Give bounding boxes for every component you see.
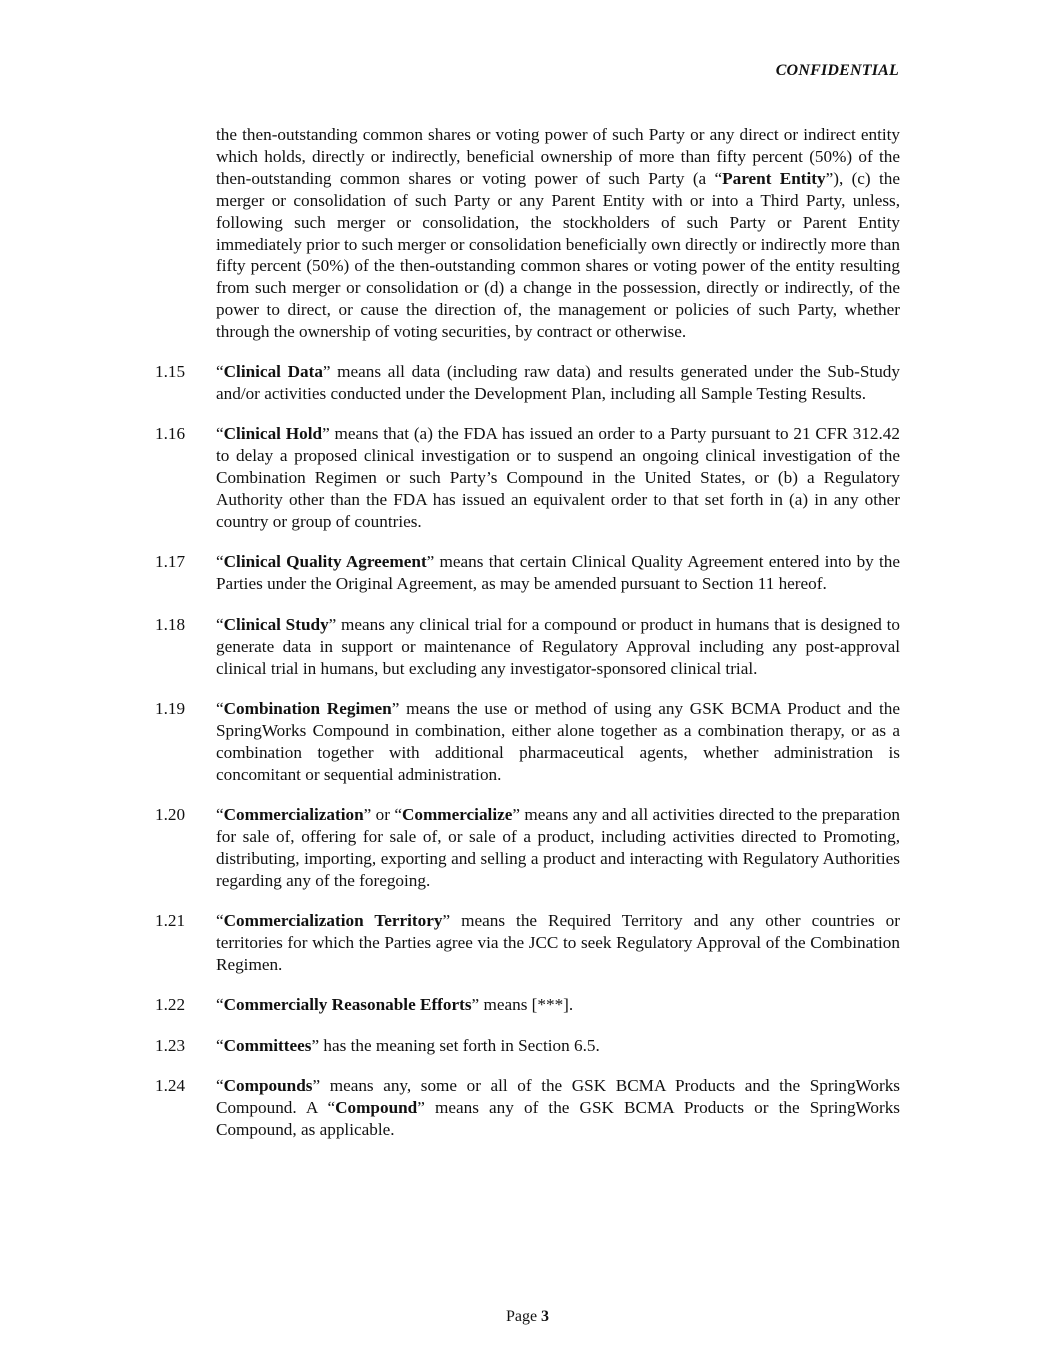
open-quote: “ — [216, 552, 224, 572]
section-number: 1.16 — [155, 424, 186, 444]
definition-1-16 — [155, 423, 900, 533]
intro-paragraph — [216, 124, 900, 343]
open-quote: “ — [216, 424, 224, 444]
section-number: 1.24 — [155, 1076, 186, 1096]
defined-term: Combination Regimen — [223, 698, 392, 718]
definition-text: ” means the Required Territory and any other countries or territories for which the Parties agree via the JCC to seek Regulatory Approval of the Combination Regimen. — [216, 911, 900, 974]
open-quote: “ — [216, 995, 224, 1015]
definition-text: ” means any and all activities directed to the preparation for sale of, offering for sale of, or sale of a product, including activities directed to Promoting, distributing, importing, exporting and selling a product and interacting with Regulatory Authorities regarding any of the foregoing. — [216, 805, 901, 890]
open-quote: “ — [216, 698, 224, 718]
defined-term: Commercialization — [223, 805, 364, 825]
defined-term: Clinical Quality Agreement — [223, 552, 427, 572]
open-quote: “ — [216, 1035, 224, 1055]
section-number: 1.20 — [155, 805, 186, 825]
definition-text: ” means that (a) the FDA has issued an order to a Party pursuant to 21 CFR 312.42 to delay a proposed clinical investigation or to suspend an ongoing clinical investigation of the Combination Regimen or such Party’s Compound in the United States, or (b) a Regulatory Authority other than the FDA has issued an equivalent order to that set forth in (a) in any other country or group of countries. — [216, 424, 900, 531]
open-quote: “ — [216, 362, 224, 382]
section-number: 1.17 — [155, 552, 186, 572]
section-number: 1.19 — [155, 698, 186, 718]
section-number: 1.18 — [155, 614, 186, 634]
definition-1-21 — [155, 910, 900, 976]
definition-text: ” means that certain Clinical Quality Agreement entered into by the Parties under the Original Agreement, as may be amended pursuant to Section 11 hereof. — [216, 552, 901, 594]
open-quote: “ — [216, 614, 224, 634]
defined-term: Commercialization Territory — [223, 911, 443, 931]
confidential-header: CONFIDENTIAL — [775, 62, 899, 79]
defined-term: Clinical Study — [223, 614, 329, 634]
definition-text: ” means [***]. — [471, 995, 574, 1015]
intro-text-2: ”), (c) the merger or consolidation of such Party or any Parent Entity with or into a Third Party, unless, following such merger or consolidation, the stockholders of such Party or Parent Entity immediately prior to such merger or consolidation beneficially own directly or indirectly more than fifty percent (50%) of the then-outstanding common shares or voting power of the entity resulting from such merger or consolidation or (d) a change in the possession, directly or indirectly, of the power to direct, or cause the direction of, the management or policies of such Party, whether through the ownership of voting securities, by contract or otherwise. — [216, 168, 900, 342]
connector-text: ” means any, some or all of the GSK BCMA Products and the SpringWorks Compound. A “ — [216, 1076, 900, 1118]
open-quote: “ — [216, 1076, 224, 1096]
defined-term: Clinical Hold — [223, 424, 323, 444]
definition-text: ” means any clinical trial for a compound or product in humans that is designed to generate data in support or maintenance of Regulatory Approval including any post-approval clinical trial in humans, but excluding any investigator-sponsored clinical trial. — [216, 614, 900, 678]
definition-text: ” means any of the GSK BCMA Products or the SpringWorks Compound, as applicable. — [216, 1098, 900, 1140]
defined-term: Compounds — [223, 1076, 313, 1096]
definition-1-24 — [155, 1075, 900, 1141]
definition-1-17 — [155, 551, 901, 595]
connector-text: ” or “ — [363, 805, 402, 825]
defined-term: Committees — [223, 1035, 312, 1055]
section-number: 1.21 — [155, 911, 186, 931]
open-quote: “ — [216, 911, 224, 931]
intro-defined-term: Parent Entity — [722, 168, 826, 188]
definition-1-23 — [155, 1035, 900, 1057]
section-number: 1.22 — [155, 995, 186, 1015]
section-number: 1.15 — [155, 362, 186, 382]
definition-1-18 — [155, 614, 900, 680]
definition-text: ” has the meaning set forth in Section 6.5. — [311, 1035, 600, 1055]
page-label: Page — [505, 1308, 538, 1325]
definition-1-22 — [155, 994, 900, 1016]
definition-text: ” means all data (including raw data) and results generated under the Sub-Study and/or activities conducted under the Development Plan, including all Sample Testing Results. — [216, 362, 900, 403]
definition-1-20 — [155, 804, 901, 892]
page-number: 3 — [541, 1308, 550, 1325]
defined-term: Clinical Data — [223, 362, 323, 382]
defined-term-alt: Commercialize — [401, 805, 513, 825]
open-quote: “ — [216, 805, 224, 825]
defined-term-alt: Compound — [335, 1098, 418, 1118]
defined-term: Commercially Reasonable Efforts — [223, 995, 472, 1015]
document-body — [0, 124, 1055, 1159]
page-footer — [0, 1308, 1055, 1326]
intro-text-1: the then-outstanding common shares or voting power of such Party or any direct or indirect entity which holds, directly or indirectly, beneficial ownership of more than fifty percent (50%) of the then-outstanding common shares or voting power of such Party (a “ — [216, 125, 900, 188]
definition-1-19 — [155, 698, 900, 786]
section-number: 1.23 — [155, 1035, 186, 1055]
definition-text: ” means the use or method of using any GSK BCMA Product and the SpringWorks Compound in combination, either alone together as a combination therapy, or as a combination together with additional pharmaceutical agents, whether administration is concomitant or sequential administration. — [216, 698, 900, 784]
definition-1-15 — [155, 361, 900, 405]
